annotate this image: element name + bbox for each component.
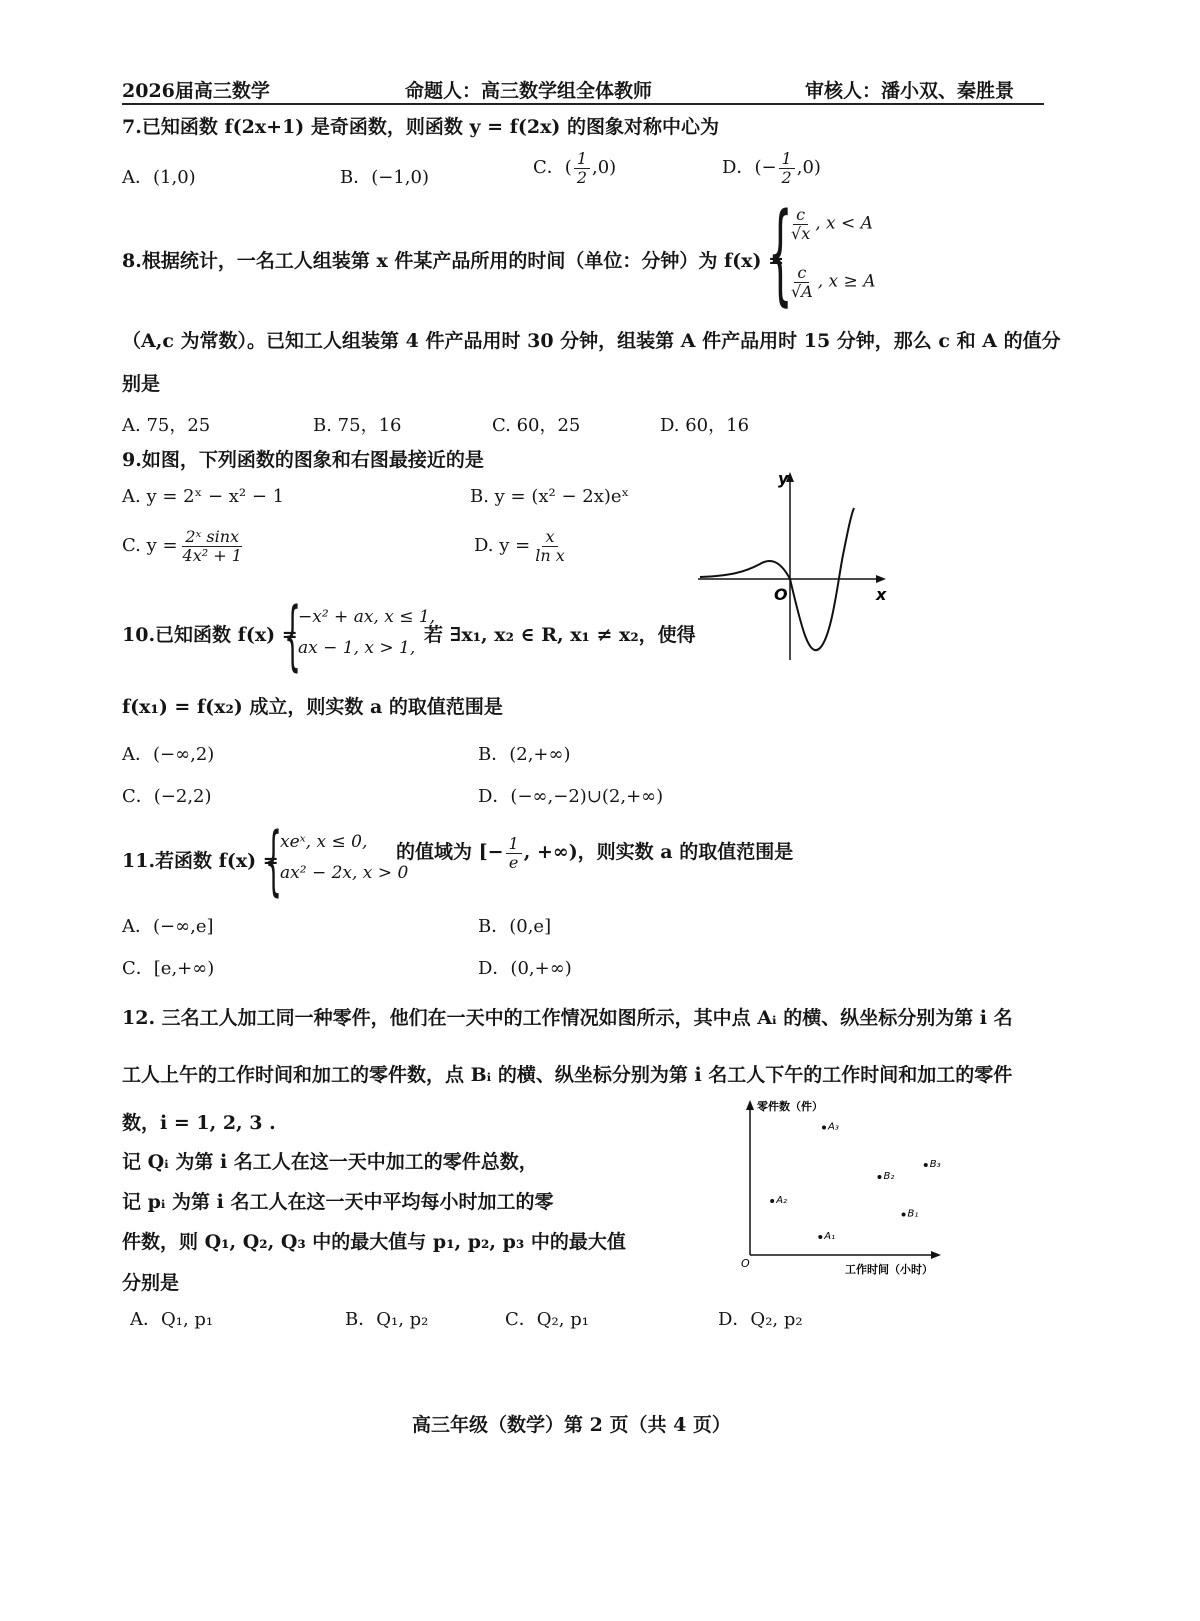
q12-point-5 bbox=[878, 1175, 882, 1179]
q12-point-3 bbox=[822, 1126, 826, 1130]
q11-brace: { bbox=[265, 815, 282, 904]
q11-frac-den: e bbox=[508, 852, 519, 872]
q11-case-1: xeˣ, x ≤ 0, bbox=[280, 832, 368, 852]
q12-point-label-6: B₃ bbox=[929, 1159, 941, 1170]
q11-option-a: A．(−∞,e] bbox=[122, 916, 214, 937]
q9-option-b: B. y = (x² − 2x)eˣ bbox=[470, 486, 630, 507]
q11-option-c: C．[e,+∞) bbox=[122, 958, 215, 979]
q12-point-label-3: A₃ bbox=[828, 1121, 839, 1133]
q7-d-num: 1 bbox=[779, 150, 795, 169]
q11-case-2: ax² − 2x, x > 0 bbox=[280, 863, 409, 883]
q11-stem-rest bbox=[396, 835, 793, 871]
q9-x-label: x bbox=[876, 585, 887, 604]
q8-option-c: C. 60，25 bbox=[492, 415, 581, 436]
q9-function-graph bbox=[690, 460, 930, 670]
q7-stem: 7.已知函数 f(2x+1) 是奇函数，则函数 y = f(2x) 的图象对称中心为 bbox=[122, 116, 720, 138]
q8-case1-cond: , x < A bbox=[815, 213, 873, 234]
q7-option-c: C．( $\frac{1}{2}$ ,0) bbox=[533, 149, 617, 187]
q12-option-c: C．Q₂, p₁ bbox=[505, 1309, 589, 1330]
q8-case2-cond: , x ≥ A bbox=[817, 271, 876, 292]
q12-point-label-2: A₂ bbox=[776, 1195, 788, 1206]
q9-origin-label: O bbox=[774, 585, 788, 604]
q12-point-1 bbox=[818, 1235, 822, 1239]
q10-option-d: D．(−∞,−2)∪(2,+∞) bbox=[478, 786, 664, 807]
q10-line-2: f(x₁) = f(x₂) 成立，则实数 a 的取值范围是 bbox=[122, 696, 503, 718]
q9-option-c-label: C. y = bbox=[122, 535, 178, 557]
q12-point-6 bbox=[924, 1163, 928, 1167]
q12-point-4 bbox=[902, 1213, 906, 1217]
q11-option-b: B．(0,e] bbox=[478, 916, 552, 937]
q12-origin-label: O bbox=[741, 1257, 750, 1270]
q12-y-label: 零件数（件） bbox=[757, 1100, 823, 1113]
q12-points-group bbox=[770, 1122, 940, 1243]
q12-line-7: 分别是 bbox=[122, 1272, 180, 1294]
q8-line-3: 别是 bbox=[122, 373, 161, 395]
q12-point-label-4: B₁ bbox=[907, 1208, 919, 1220]
q7-option-b: B．(−1,0) bbox=[340, 167, 429, 188]
q9-stem: 9.如图，下列函数的图象和右图最接近的是 bbox=[122, 449, 484, 471]
header-right: 审核人：潘小双、秦胜景 bbox=[805, 80, 1015, 102]
q7-d-den: 2 bbox=[781, 167, 792, 187]
q12-line-5: 记 pᵢ 为第 i 名工人在这一天中平均每小时加工的零 bbox=[122, 1191, 554, 1213]
q10-option-a: A．(−∞,2) bbox=[122, 744, 215, 765]
q12-option-d: D．Q₂, p₂ bbox=[718, 1309, 803, 1330]
q12-point-label-1: A₁ bbox=[824, 1231, 836, 1242]
q9-option-d bbox=[474, 528, 570, 564]
q10-case-2: ax − 1, x > 1, bbox=[298, 638, 416, 658]
q9-option-a: A. y = 2ˣ − x² − 1 bbox=[122, 486, 285, 507]
q8-case-1 bbox=[786, 206, 873, 242]
q9-option-d-label: D. y = bbox=[474, 535, 531, 557]
q12-line-6: 件数，则 Q₁, Q₂, Q₃ 中的最大值与 p₁, p₂, p₃ 中的最大值 bbox=[122, 1231, 626, 1253]
q10-option-c: C．(−2,2) bbox=[122, 786, 212, 807]
q12-y-arrow bbox=[746, 1100, 754, 1110]
q12-line-1: 12. 三名工人加工同一种零件，他们在一天中的工作情况如图所示，其中点 Aᵢ 的横、纵坐标分别为第 i 名 bbox=[122, 1007, 1013, 1029]
q12-scatter-chart bbox=[735, 1095, 955, 1285]
q12-option-b: B．Q₁, p₂ bbox=[345, 1309, 429, 1330]
q12-point-label-5: B₂ bbox=[883, 1171, 895, 1182]
q8-stem: 8.根据统计，一名工人组装第 x 件某产品所用的时间（单位：分钟）为 f(x) = bbox=[122, 250, 785, 272]
q8-case1-den: √x bbox=[791, 223, 811, 243]
q12-line-4: 记 Qᵢ 为第 i 名工人在这一天中加工的零件总数， bbox=[122, 1151, 538, 1173]
q7-option-a: A．(1,0) bbox=[122, 167, 196, 188]
q9-x-arrow bbox=[876, 575, 886, 583]
q10-option-b: B．(2,+∞) bbox=[478, 744, 571, 765]
q9-d-den: ln x bbox=[535, 545, 565, 565]
q10-stem-pre: 10.已知函数 f(x) = bbox=[122, 624, 298, 646]
q8-option-d: D. 60，16 bbox=[660, 415, 750, 436]
q10-stem-post: 若 ∃x₁, x₂ ∈ R, x₁ ≠ x₂，使得 bbox=[424, 624, 696, 646]
q7-option-d-label: D． bbox=[722, 157, 755, 179]
q8-case1-num: c bbox=[793, 206, 808, 225]
q12-option-a: A．Q₁, p₁ bbox=[130, 1309, 214, 1330]
q9-y-label: y bbox=[778, 469, 789, 488]
q7-option-c-fraction bbox=[574, 150, 590, 186]
q7-option-c-label: C． bbox=[533, 157, 565, 179]
q12-x-label: 工作时间（小时） bbox=[845, 1263, 933, 1276]
q9-d-num: x bbox=[542, 528, 557, 547]
q11-stem-post: , +∞)，则实数 a 的取值范围是 bbox=[523, 841, 794, 864]
q12-x-arrow bbox=[931, 1251, 941, 1259]
q7-c-num: 1 bbox=[574, 150, 590, 169]
q11-stem-pre: 11.若函数 f(x) = bbox=[122, 850, 279, 872]
q9-c-den: 4x² + 1 bbox=[182, 545, 242, 565]
q12-line-3: 数，i = 1, 2, 3 . bbox=[122, 1112, 276, 1134]
q8-case2-den: √A bbox=[791, 281, 813, 301]
q7-option-d: D．(− $\frac{1}{2}$ ,0) bbox=[722, 149, 821, 187]
q12-line-2: 工人上午的工作时间和加工的零件数，点 Bᵢ 的横、纵坐标分别为第 i 名工人下午的工作时间和加工的零件 bbox=[122, 1064, 1013, 1086]
q8-option-a: A. 75，25 bbox=[122, 415, 211, 436]
header-left: 2026届高三数学 bbox=[122, 80, 270, 102]
q11-frac-num: 1 bbox=[506, 835, 522, 854]
q10-case-1: −x² + ax, x ≤ 1, bbox=[298, 607, 436, 627]
q7-option-d-fraction bbox=[779, 150, 795, 186]
q7-c-den: 2 bbox=[576, 167, 587, 187]
q8-case2-num: c bbox=[794, 264, 809, 283]
q8-case-2 bbox=[786, 264, 875, 300]
header-divider bbox=[122, 103, 1044, 105]
q9-option-c bbox=[122, 528, 247, 564]
page-footer: 高三年级（数学）第 2 页（共 4 页） bbox=[412, 1414, 731, 1436]
q8-line-2: （A,c 为常数）。已知工人组装第 4 件产品用时 30 分钟，组装第 A 件产品用时 15 分钟，那么 c 和 A 的值分 bbox=[122, 330, 1061, 352]
q12-point-2 bbox=[770, 1199, 774, 1203]
q10-brace: { bbox=[284, 590, 301, 679]
q11-stem-mid: 的值域为 [− bbox=[396, 841, 504, 864]
q9-c-num: 2ˣ sinx bbox=[182, 528, 242, 547]
header-center: 命题人：高三数学组全体教师 bbox=[405, 80, 653, 102]
q8-option-b: B. 75，16 bbox=[313, 415, 402, 436]
q11-option-d: D．(0,+∞) bbox=[478, 958, 572, 979]
q8-brace: { bbox=[768, 189, 793, 317]
